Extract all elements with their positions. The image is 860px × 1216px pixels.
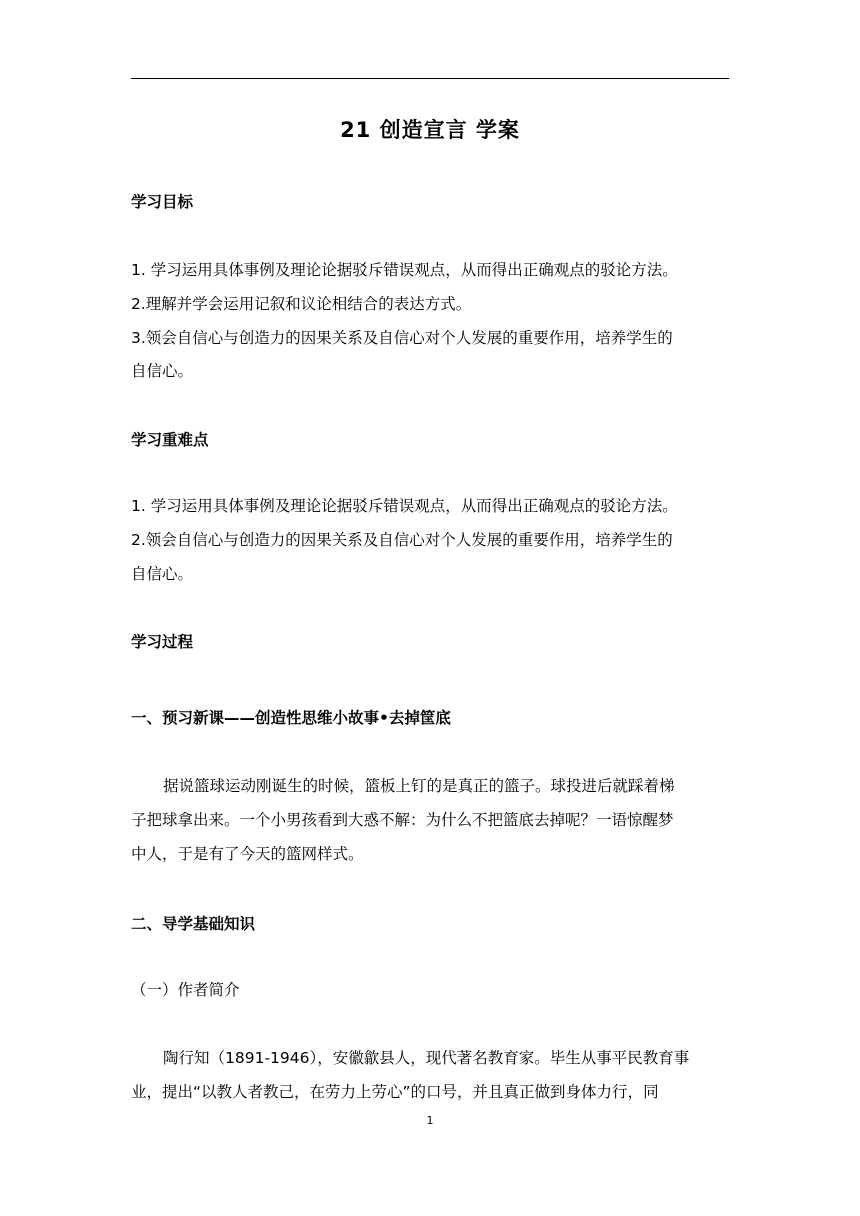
section2-heading: 二、导学基础知识	[131, 915, 256, 933]
page-title: 21 创造宣言 学案	[340, 118, 520, 142]
section2-paragraph-line: 陶行知（1891-1946），安徽歙县人，现代著名教育家。毕生从事平民教育事	[163, 1049, 690, 1067]
section1-heading: 一、预习新课——创造性思维小故事•去掉筐底	[131, 709, 451, 727]
objective-item: 2.理解并学会运用记叙和议论相结合的表达方式。	[131, 295, 472, 313]
section1-paragraph-line: 据说篮球运动刚诞生的时候，篮板上钉的是真正的篮子。球投进后就踩着梯	[163, 777, 675, 795]
key-point-item: 2.领会自信心与创造力的因果关系及自信心对个人发展的重要作用，培养学生的	[131, 531, 673, 549]
key-point-item: 1. 学习运用具体事例及理论论据驳斥错误观点，从而得出正确观点的驳论方法。	[131, 497, 678, 515]
key-points-heading: 学习重难点	[131, 431, 209, 449]
objective-item: 1. 学习运用具体事例及理论论据驳斥错误观点，从而得出正确观点的驳论方法。	[131, 261, 678, 279]
page-number: 1	[426, 1114, 434, 1127]
section1-paragraph-line: 中人，于是有了今天的篮网样式。	[131, 845, 364, 863]
header-rule	[131, 78, 729, 79]
section2-paragraph-line: 业，提出“以教人者教己，在劳力上劳心”的口号，并且真正做到身体力行，同	[131, 1083, 659, 1101]
objective-item: 自信心。	[131, 362, 194, 380]
process-heading: 学习过程	[131, 633, 194, 651]
key-point-item: 自信心。	[131, 565, 194, 583]
objective-item: 3.领会自信心与创造力的因果关系及自信心对个人发展的重要作用，培养学生的	[131, 329, 673, 347]
objectives-heading: 学习目标	[131, 193, 194, 211]
section2-subheading: （一）作者简介	[131, 981, 240, 999]
section1-paragraph-line: 子把球拿出来。一个小男孩看到大惑不解：为什么不把篮底去掉呢？一语惊醒梦	[131, 811, 674, 829]
